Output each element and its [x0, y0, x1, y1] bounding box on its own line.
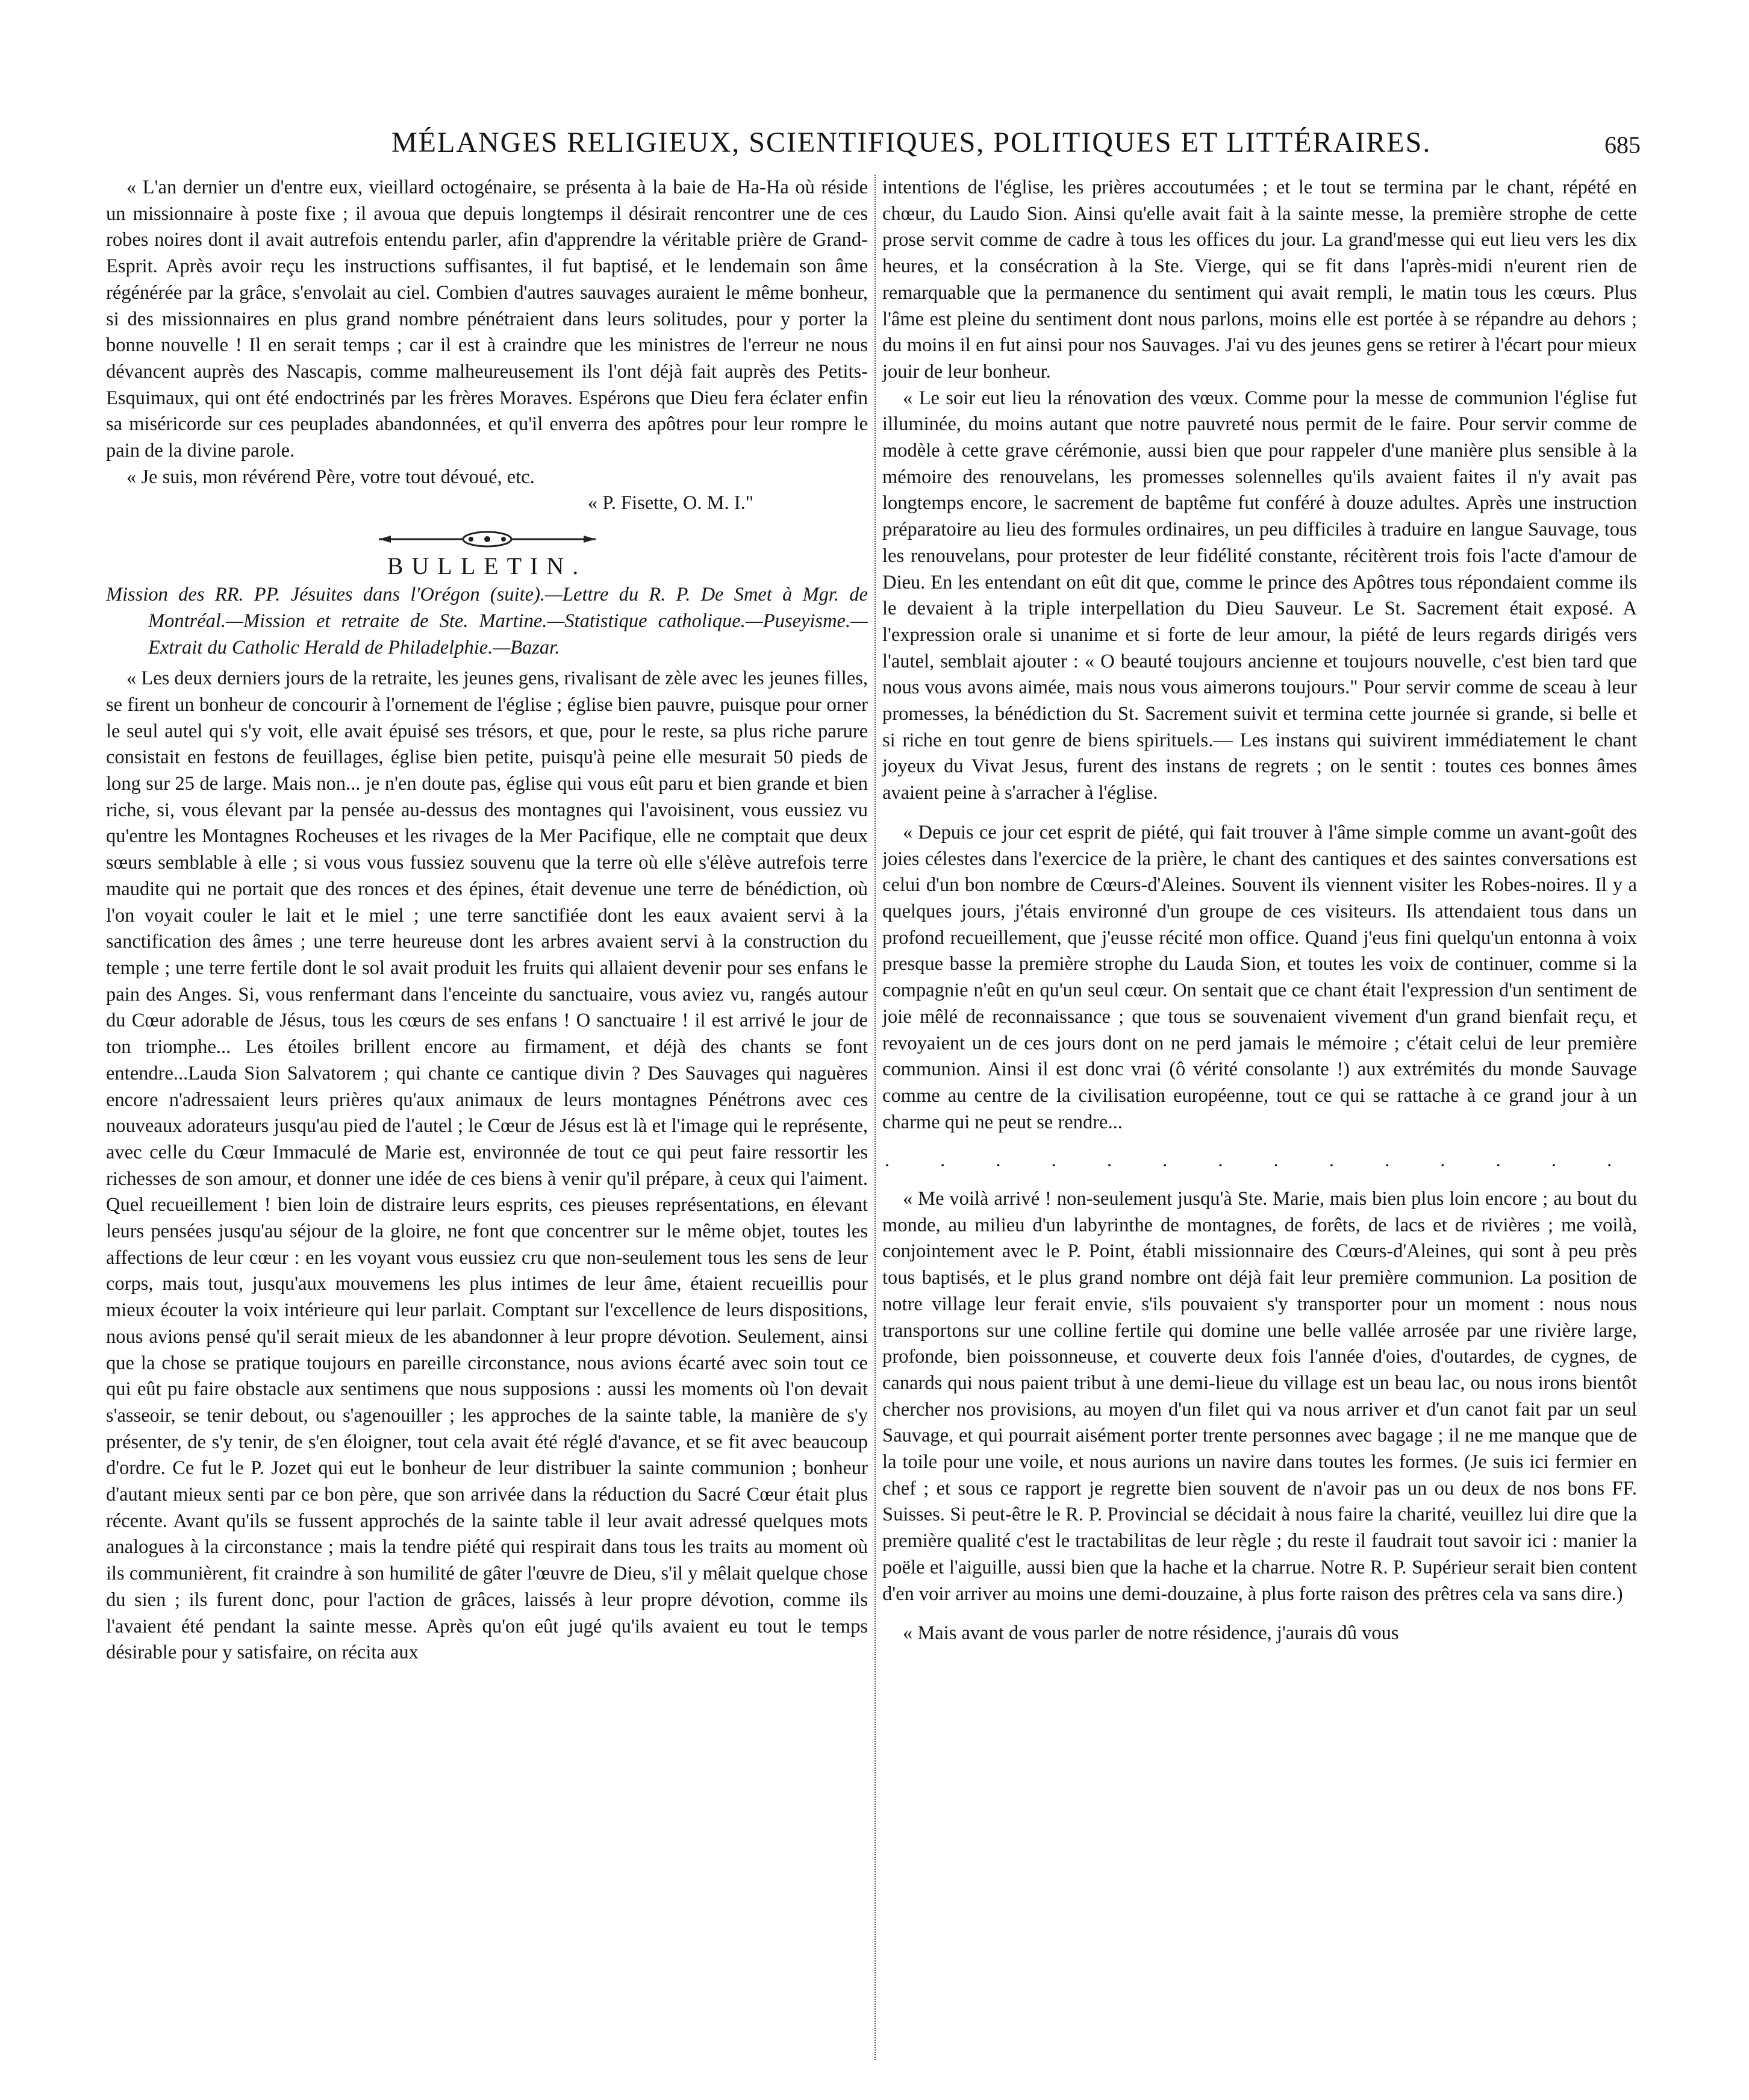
ellipsis-separator: . . . . . . . . . . . . . . [884, 1149, 1635, 1172]
retreat-paragraph: « Les deux derniers jours de la retraite, les jeunes gens, rivalisant de zèle avec les jeunes filles, se firent un bonheur de concourir à l'ornement de l'église ; église bien pauvre, puisque pour orner le seul autel qui s'y voit, elle avait épuisé ses trésors, et que, pour le reste, sa plus riche parure consistait en festons de feuillages, église bien petite, puisqu'à peine elle mesurait 50 pieds de long sur 25 de large. Mais non... je n'en doute pas, église qui vous eût paru et bien grande et bien riche, si, vous élevant par la pensée au-dessus des montagnes qui l'avoisinent, vous eussiez vu qu'entre les Montagnes Rocheuses et les rivages de la Mer Pacifique, elle ne comptait que deux sœurs semblable à elle ; si vous vous fussiez souvenu que la terre où elle s'élève autrefois terre maudite qui ne portait que des ronces et des épines, était devenue une terre de bénédiction, où l'on voyait couler le lait et le miel ; une terre sanctifiée dont les eaux avaient servi à la sanctification des âmes ; une terre heureuse dont les arbres avaient servi à la construction du temple ; une terre fertile dont le sol avait produit les fruits qui allaient devenir pour ses enfans le pain des Anges. Si, vous renfermant dans l'enceinte du sanctuaire, vous aviez vu, rangés autour du Cœur adorable de Jésus, tous les cœurs de ses enfans ! O sanctuaire ! il est arrivé le jour de ton triomphe... Les étoiles brillent encore au firmament, et déjà des chants se font entendre...Lauda Sion Salvatorem ; qui chante ce cantique divin ? Des Sauvages qui naguères encore n'adressaient leurs prières qu'aux animaux de leurs montagnes Pénétrons avec ces nouveaux adorateurs jusqu'au pied de l'autel ; le Cœur de Jésus est là et l'image qui le représente, avec celle du Cœur Immaculé de Marie est, environnée de tout ce qui peut faire ressortir les richesses de son amour, et donner une idée de ces biens à venir qu'il prépare, à ceux qui l'aiment. Quel recueillement ! bien loin de distraire leurs esprits, ces pieuses représentations, en élevant leurs pensées jusqu'au séjour de la gloire, ne font que concentrer sur le même objet, toutes les affections de leur cœur : en les voyant vous eussiez cru que non-seulement tous les sens de leur corps, mais tout, jusqu'aux mouvemens les plus intimes de leur âme, étaient recueillis pour mieux écouter la voix intérieure qui leur parlait. Comptant sur l'excellence de leurs dispositions, nous avions pensé qu'il serait mieux de les abandonner à leur propre dévotion. Seulement, ainsi que la chose se pratique toujours en pareille circonstance, nous avions écarté avec soin tout ce qui eût pu faire obstacle aux sentimens que nous supposions : aussi les moments où l'on devait s'asseoir, se tenir debout, ou s'agenouiller ; les approches de la sainte table, la manière de s'y présenter, de s'y tenir, de s'en éloigner, tout cela avait été réglé d'avance, et se fit avec beaucoup d'ordre. Ce fut le P. Jozet qui eut le bonheur de leur distribuer la sainte communion ; bonheur d'autant mieux senti par ce bon père, que son arrivée dans la réduction du Sacré Cœur était plus récente. Avant qu'ils se fussent approchés de la sainte table il leur avait adressé quelques mots analogues à la circonstance ; mais la tendre piété qui respirait dans tous les traits au moment où ils communièrent, fit craindre à son humilité de gâter l'œuvre de Dieu, s'il y mêlait quelque chose du sien ; ils furent donc, pour l'action de grâces, laissés à leur propre dévotion, comme ils l'avaient été pendant la sainte messe. Après qu'on eût jugé qu'ils avaient eu tout le temps désirable pour y satisfaire, on récita aux [106, 667, 868, 1664]
bulletin-summary: Mission des RR. PP. Jésuites dans l'Orégon (suite).—Lettre du R. P. De Smet à Mgr. de Montréal.—Mission et retraite de Ste. Martine.—Statistique catholique.—Puseyisme.—Extrait du Catholic Herald de Philadelphie.—Bazar. [106, 584, 868, 658]
page-header [90, 123, 1659, 166]
letter-closing-paragraph: « L'an dernier un d'entre eux, vieillard octogénaire, se présenta à la baie de Ha-Ha où réside un missionnaire à poste fixe ; il avoua que depuis longtemps il désirait rencontrer une de ces robes noires dont il avait autrefois entendu parler, afin d'apprendre la véritable prière de Grand-Esprit. Après avoir reçu les instructions suffisantes, il fut baptisé, et le lendemain son âme régénérée par la grâce, s'envolait au ciel. Combien d'autres sauvages auraient le même bonheur, si des missionnaires en plus grand nombre pénétraient dans leurs solitudes, pour y porter la bonne nouvelle ! Il en serait temps ; car il est à craindre que les ministres de l'erreur ne nous dévancent auprès des Nascapis, comme malheureusement ils l'ont déjà fait auprès des Petits-Esquimaux, qui ont été endoctrinés par les frères Moraves. Espérons que Dieu fera éclater enfin sa miséricorde sur ces peuplades abandonnées, et qu'il enverra des apôtres pour leur rompre le pain de la divine parole. [106, 177, 868, 462]
running-title: MÉLANGES RELIGIEUX, SCIENTIFIQUES, POLITIQUES ET LITTÉRAIRES. [391, 127, 1432, 158]
bulletin-heading: BULLETIN. [387, 552, 587, 580]
right-column [882, 175, 1637, 1647]
page-number: 685 [1604, 131, 1641, 158]
section-divider-ornament [373, 530, 602, 548]
arrival-paragraph: « Me voilà arrivé ! non-seulement jusqu'à Ste. Marie, mais bien plus loin encore ; au bout du monde, au milieu d'un labyrinthe de montagnes, de forêts, de lacs et de rivières ; me voilà, conjointement avec le P. Point, établi missionnaire des Cœurs-d'Aleines, qui sont à peu près tous baptisés, et le plus grand nombre ont déjà fait leur première communion. La position de notre village leur ferait envie, s'ils pouvaient s'y transporter pour un moment : nous nous transportons sur une colline fertile qui domine une belle vallée arrosée par une rivière large, profonde, bien poissonneuse, et couverte deux fois l'année d'oies, d'outardes, de cygnes, de canards qui nous paient tribut à une demi-lieue du village est un beau lac, ou nous irons bientôt chercher nos provisions, au moyen d'un filet qui va nous arriver et d'un canot fait par un seul Sauvage, et qui pourrait aisément porter trente personnes avec bagage ; il ne me manque que de la toile pour une voile, et nous aurions un navire dans toutes les formes. (Je suis ici fermier en chef ; et sous ce rapport je regrette bien souvent de n'avoir pas un ou deux de nos bons FF. Suisses. Si peut-être le R. P. Provincial se décidait à nous faire la charité, veuillez lui dire que la première qualité c'est le tractabilitas de leur règle ; du reste il faudrait tout savoir ici : manier la poële et l'aiguille, aussi bien que la hache et la charrue. Notre R. P. Supérieur serait bien content d'en voir arriver au moins une demi-douzaine, à plus forte raison des prêtres cela va sans dire.) [882, 1188, 1637, 1605]
left-column [106, 175, 868, 1666]
residence-paragraph: « Mais avant de vous parler de notre résidence, j'aurais dû vous [903, 1622, 1399, 1645]
continued-paragraph: intentions de l'église, les prières accoutumées ; et le tout se termina par le chant, répété en chœur, du Laudo Sion. Ainsi qu'elle avait fait à la sainte messe, la première strophe de cette prose servit comme de cadre à tous les offices du jour. La grand'messe qui eut lieu vers les dix heures, et la consécration à la Ste. Vierge, qui se fit dans l'après-midi n'eurent rien de remarquable que la permanence du sentiment qui avait rempli, le matin tous les cœurs. Plus l'âme est pleine du sentiment dont nous parlons, moins elle est portée à se répandre au dehors ; du moins il en fut ainsi pour nos Sauvages. J'ai vu des jeunes gens se retirer à l'écart pour mieux jouir de leur bonheur. [882, 177, 1637, 383]
letter-salutation: « Je suis, mon révérend Père, votre tout dévoué, etc. [126, 466, 535, 488]
vows-paragraph: « Le soir eut lieu la rénovation des vœux. Comme pour la messe de communion l'église fut illuminée, du moins autant que notre pauvreté nous permit de le faire. Pour servir comme de modèle à cette grave cérémonie, aussi bien que pour rappeler d'une manière plus sensible à la mémoire des renouvelans, les promesses solennelles qu'ils avaient faites il n'y avait pas longtemps encore, le sacrement de baptême fut conféré à douze adultes. Après une instruction préparatoire au lieu des formules ordinaires, un peu difficiles à traduire en langue Sauvage, tous les renouvelans, pour protester de leur fidélité constante, récitèrent trois fois l'acte d'amour de Dieu. En les entendant on eût dit que, comme le prince des Apôtres tous répondaient comme ils le devaient à la triple interpellation du Dieu Sauveur. Le St. Sacrement était exposé. A l'expression orale si unanime et si forte de leur amour, la piété de leurs regards dirigés vers l'autel, semblait ajouter : « O beauté toujours ancienne et toujours nouvelle, c'est bien tard que nous vous avons aimée, mais nous vous aimerons toujours." Pour servir comme de sceau à leur promesses, la bénédiction du St. Sacrement suivit et termina cette journée si grande, si belle et si riche en tout genre de biens spirituels.— Les instans qui suivirent immédiatement le chant joyeux du Vivat Jesus, furent des instans de regrets ; on le sentit : toutes ces bonnes âmes avaient peine à s'arracher à l'église. [882, 387, 1637, 804]
piety-paragraph: « Depuis ce jour cet esprit de piété, qui fait trouver à l'âme simple comme un avant-goût des joies célestes dans l'exercice de la prière, le chant des cantiques et des saintes conversations est celui d'un bon nombre de Cœurs-d'Aleines. Souvent ils viennent visiter les Robes-noires. Il y a quelques jours, j'étais environné d'un groupe de ces visiteurs. Ils attendaient tous dans un profond recueillement, que j'eusse récité mon office. Quand j'eus fini quelqu'un entonna à voix presque basse la première strophe du Lauda Sion, et toutes les voix de continuer, comme si la compagnie n'eût en qu'un seul cœur. On sentait que ce chant était l'expression d'un sentiment de joie mêlé de reconnaissance ; que tous se souvenaient vivement d'un grand bienfait reçu, et revoyaient un de ces jours dont on ne perd jamais le mémoire ; c'était celui de leur première communion. Ainsi il est donc vrai (ô vérité consolante !) aux extrémités du monde Sauvage comme au centre de la civilisation européenne, tout ce qui se rattache à ce grand jour à un charme qui ne peut se rendre... [882, 821, 1637, 1133]
column-divider [874, 175, 876, 2060]
letter-signature: « P. Fisette, O. M. I." [587, 492, 753, 514]
